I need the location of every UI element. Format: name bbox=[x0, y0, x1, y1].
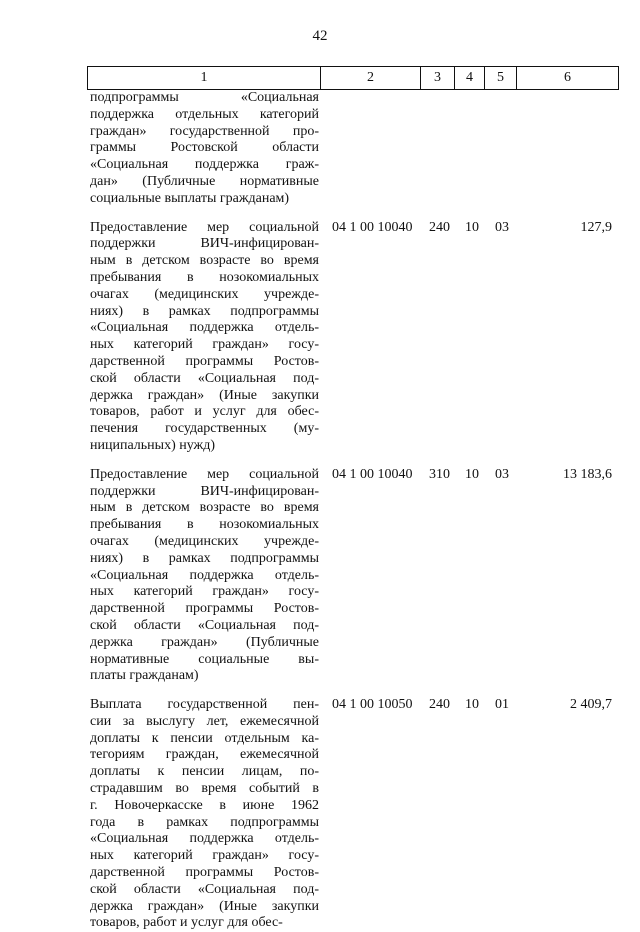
description-line: ниципальных) нужд) bbox=[90, 437, 215, 453]
description-line: очагах (медицинских учрежде- bbox=[90, 286, 319, 302]
description-line: поддержки ВИЧ-инфицирован- bbox=[90, 236, 319, 252]
table-row bbox=[87, 697, 618, 932]
page-number: 42 bbox=[312, 28, 328, 44]
header-col-1: 1 bbox=[88, 67, 321, 90]
description-line: поддержки ВИЧ-инфицирован- bbox=[90, 483, 319, 499]
description-line: ных категорий граждан» госу- bbox=[90, 337, 319, 353]
amount: 2 409,7 bbox=[570, 697, 612, 713]
description-line: «Социальная поддержка граж- bbox=[90, 157, 319, 173]
description-line: доплаты к пенсии лицам, по- bbox=[90, 764, 319, 780]
description-line: ниях) в рамках подпрограммы bbox=[90, 550, 319, 566]
description-line: подпрограммы «Социальная bbox=[90, 90, 319, 105]
description-line: держка граждан» (Публичные bbox=[90, 634, 319, 650]
section-code: 10 bbox=[465, 219, 479, 235]
subsection-code: 03 bbox=[495, 466, 509, 482]
description-line: ниях) в рамках подпрограммы bbox=[90, 303, 319, 319]
description-line: ным в детском возрасте во время bbox=[90, 500, 319, 516]
expense-type-code: 240 bbox=[429, 219, 450, 235]
description-line: Выплата государственной пен- bbox=[90, 697, 319, 713]
table-row bbox=[87, 467, 618, 685]
table-header bbox=[87, 66, 619, 90]
description-line: года в рамках подпрограммы bbox=[90, 814, 319, 830]
subsection-code: 01 bbox=[495, 697, 509, 713]
description-line: доплаты к пенсии отдельным ка- bbox=[90, 730, 319, 746]
target-article-code: 04 1 00 10050 bbox=[332, 697, 413, 713]
target-article-code: 04 1 00 10040 bbox=[332, 219, 413, 235]
description-line: держка граждан» (Иные закупки bbox=[90, 898, 319, 914]
header-col-3: 3 bbox=[421, 67, 455, 90]
description-line: ных категорий граждан» госу- bbox=[90, 848, 319, 864]
description-line: «Социальная поддержка отдель- bbox=[90, 320, 319, 336]
description-line: «Социальная поддержка отдель- bbox=[90, 831, 319, 847]
section-code: 10 bbox=[465, 697, 479, 713]
description-line: ской области «Социальная под- bbox=[90, 370, 319, 386]
row-description bbox=[87, 220, 319, 455]
description-line: печения государственных (му- bbox=[90, 421, 319, 437]
description-line: очагах (медицинских учрежде- bbox=[90, 533, 319, 549]
description-line: граждан» государственной про- bbox=[90, 123, 319, 139]
header-col-5: 5 bbox=[485, 67, 517, 90]
description-line: поддержка отдельных категорий bbox=[90, 106, 319, 122]
table-body bbox=[87, 90, 618, 932]
header-col-2: 2 bbox=[321, 67, 421, 90]
description-line: граммы Ростовской области bbox=[90, 140, 319, 156]
description-line: ных категорий граждан» госу- bbox=[90, 584, 319, 600]
description-line: дарственной программы Ростов- bbox=[90, 353, 319, 369]
description-line: нормативные социальные вы- bbox=[90, 651, 319, 667]
header-col-4: 4 bbox=[455, 67, 485, 90]
row-description bbox=[87, 697, 319, 932]
description-line: товаров, работ и услуг для обес- bbox=[90, 915, 283, 931]
table-row bbox=[87, 90, 618, 208]
description-line: платы гражданам) bbox=[90, 668, 199, 684]
description-line: Предоставление мер социальной bbox=[90, 466, 319, 482]
description-line: держка граждан» (Иные закупки bbox=[90, 387, 319, 403]
row-description bbox=[87, 467, 319, 685]
description-line: «Социальная поддержка отдель- bbox=[90, 567, 319, 583]
description-line: страдавшим во время событий в bbox=[90, 781, 319, 797]
description-line: пребывания в нозокомиальных bbox=[90, 269, 319, 285]
description-line: дан» (Публичные нормативные bbox=[90, 173, 319, 189]
description-line: Предоставление мер социальной bbox=[90, 219, 319, 235]
description-line: товаров, работ и услуг для обес- bbox=[90, 404, 319, 420]
expense-type-code: 240 bbox=[429, 697, 450, 713]
description-line: пребывания в нозокомиальных bbox=[90, 517, 319, 533]
description-line: ным в детском возрасте во время bbox=[90, 253, 319, 269]
row-description bbox=[87, 90, 319, 208]
description-line: дарственной программы Ростов- bbox=[90, 865, 319, 881]
amount: 127,9 bbox=[580, 219, 612, 235]
description-line: сии за выслугу лет, ежемесячной bbox=[90, 713, 319, 729]
header-col-6: 6 bbox=[517, 67, 619, 90]
section-code: 10 bbox=[465, 466, 479, 482]
description-line: тегориям граждан, ежемесячной bbox=[90, 747, 319, 763]
amount: 13 183,6 bbox=[563, 466, 612, 482]
description-line: ской области «Социальная под- bbox=[90, 617, 319, 633]
description-line: ской области «Социальная под- bbox=[90, 881, 319, 897]
table-row bbox=[87, 220, 618, 455]
target-article-code: 04 1 00 10040 bbox=[332, 466, 413, 482]
description-line: социальные выплаты гражданам) bbox=[90, 190, 290, 206]
description-line: дарственной программы Ростов- bbox=[90, 601, 319, 617]
expense-type-code: 310 bbox=[429, 466, 450, 482]
description-line: г. Новочеркасске в июне 1962 bbox=[90, 797, 319, 813]
subsection-code: 03 bbox=[495, 219, 509, 235]
